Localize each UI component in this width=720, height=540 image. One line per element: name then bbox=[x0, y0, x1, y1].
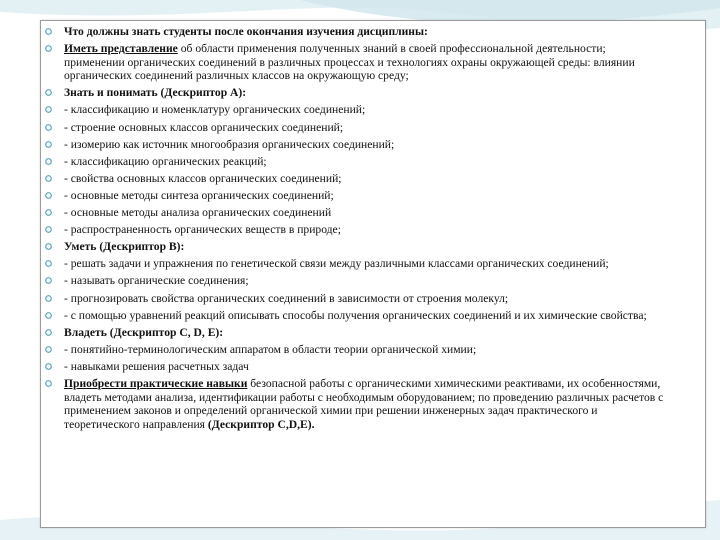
circle-bullet-icon bbox=[45, 346, 52, 353]
circle-bullet-icon bbox=[45, 363, 52, 370]
list-item bbox=[44, 206, 666, 220]
item-text: - классификацию органических реакций; bbox=[64, 154, 267, 168]
item-text: - свойства основных классов органических соединений; bbox=[64, 171, 342, 185]
list-item bbox=[44, 138, 666, 152]
circle-bullet-icon bbox=[45, 329, 52, 336]
list-item bbox=[44, 172, 666, 186]
item-text: - классификацию и номенклатуру органических соединений; bbox=[64, 103, 366, 117]
circle-bullet-icon bbox=[45, 209, 52, 216]
item-heading: Уметь (Дескриптор В): bbox=[64, 240, 185, 254]
item-text: - называть органические соединения; bbox=[64, 274, 249, 288]
circle-bullet-icon bbox=[45, 158, 52, 165]
list-item bbox=[44, 86, 666, 100]
item-text: - решать задачи и упражнения по генетической связи между различными классами органических соединений; bbox=[64, 257, 609, 271]
item-text: - навыками решения расчетных задач bbox=[64, 359, 249, 373]
circle-bullet-icon bbox=[45, 295, 52, 302]
item-text: - с помощью уравнений реакций описывать способы получения органических соединений и их химические свойства; bbox=[64, 308, 647, 322]
circle-bullet-icon bbox=[45, 124, 52, 131]
list-item bbox=[44, 42, 666, 83]
item-heading: Владеть (Дескриптор С, D, E): bbox=[64, 325, 224, 339]
circle-bullet-icon bbox=[45, 260, 52, 267]
list-item bbox=[44, 121, 666, 135]
item-text: безопасной работы с органическими химическими реактивами, их особенностями, владеть методами анализа, идентификации работы с необходимым оборудованием; по проведению различных расчетов с применением законов и определений органической химии при решении инженерных задач практического и теоретического направления bbox=[64, 376, 664, 431]
item-text: - строение основных классов органических соединений; bbox=[64, 120, 344, 134]
item-descriptor: (Дескриптор С,D,E). bbox=[207, 417, 315, 431]
circle-bullet-icon bbox=[45, 277, 52, 284]
list-item bbox=[44, 326, 666, 340]
list-item bbox=[44, 274, 666, 288]
list-item bbox=[44, 240, 666, 254]
circle-bullet-icon bbox=[45, 312, 52, 319]
circle-bullet-icon bbox=[45, 175, 52, 182]
list-item bbox=[44, 25, 666, 39]
list-item bbox=[44, 223, 666, 237]
list-item bbox=[44, 103, 666, 117]
list-item bbox=[44, 309, 666, 323]
circle-bullet-icon bbox=[45, 380, 52, 387]
circle-bullet-icon bbox=[45, 141, 52, 148]
circle-bullet-icon bbox=[45, 106, 52, 113]
circle-bullet-icon bbox=[45, 226, 52, 233]
list-item bbox=[44, 377, 666, 431]
item-heading: Что должны знать студенты после окончания изучения дисциплины: bbox=[64, 25, 428, 38]
list-item bbox=[44, 292, 666, 306]
item-text: - понятийно-терминологическим аппаратом в области теории органической химии; bbox=[64, 342, 477, 356]
list-item bbox=[44, 360, 666, 374]
item-text: - изомерию как источник многообразия органических соединений; bbox=[64, 137, 395, 151]
circle-bullet-icon bbox=[45, 28, 52, 35]
list-item bbox=[44, 189, 666, 203]
item-text: - распространенность органических веществ в природе; bbox=[64, 223, 341, 237]
item-heading: Приобрести практические навыки bbox=[64, 376, 248, 390]
item-text: - основные методы синтеза органических соединений; bbox=[64, 188, 334, 202]
list-item bbox=[44, 257, 666, 271]
list-item bbox=[44, 155, 666, 169]
item-text: об области применения полученных знаний в своей профессиональной деятельности; применении органических соединений в различных процессах и технологиях охраны окружающей среды: влиянии органических соединений различных классов на окружающую среду; bbox=[64, 42, 635, 83]
item-text: - прогнозировать свойства органических соединений в зависимости от строения молекул; bbox=[64, 291, 509, 305]
item-heading: Знать и понимать (Дескриптор А): bbox=[64, 86, 247, 100]
circle-bullet-icon bbox=[45, 45, 52, 52]
circle-bullet-icon bbox=[45, 89, 52, 96]
list-item bbox=[44, 343, 666, 357]
content-list bbox=[44, 25, 666, 435]
circle-bullet-icon bbox=[45, 243, 52, 250]
item-heading: Иметь представление bbox=[64, 42, 178, 56]
circle-bullet-icon bbox=[45, 192, 52, 199]
item-text: - основные методы анализа органических соединений bbox=[64, 206, 332, 220]
